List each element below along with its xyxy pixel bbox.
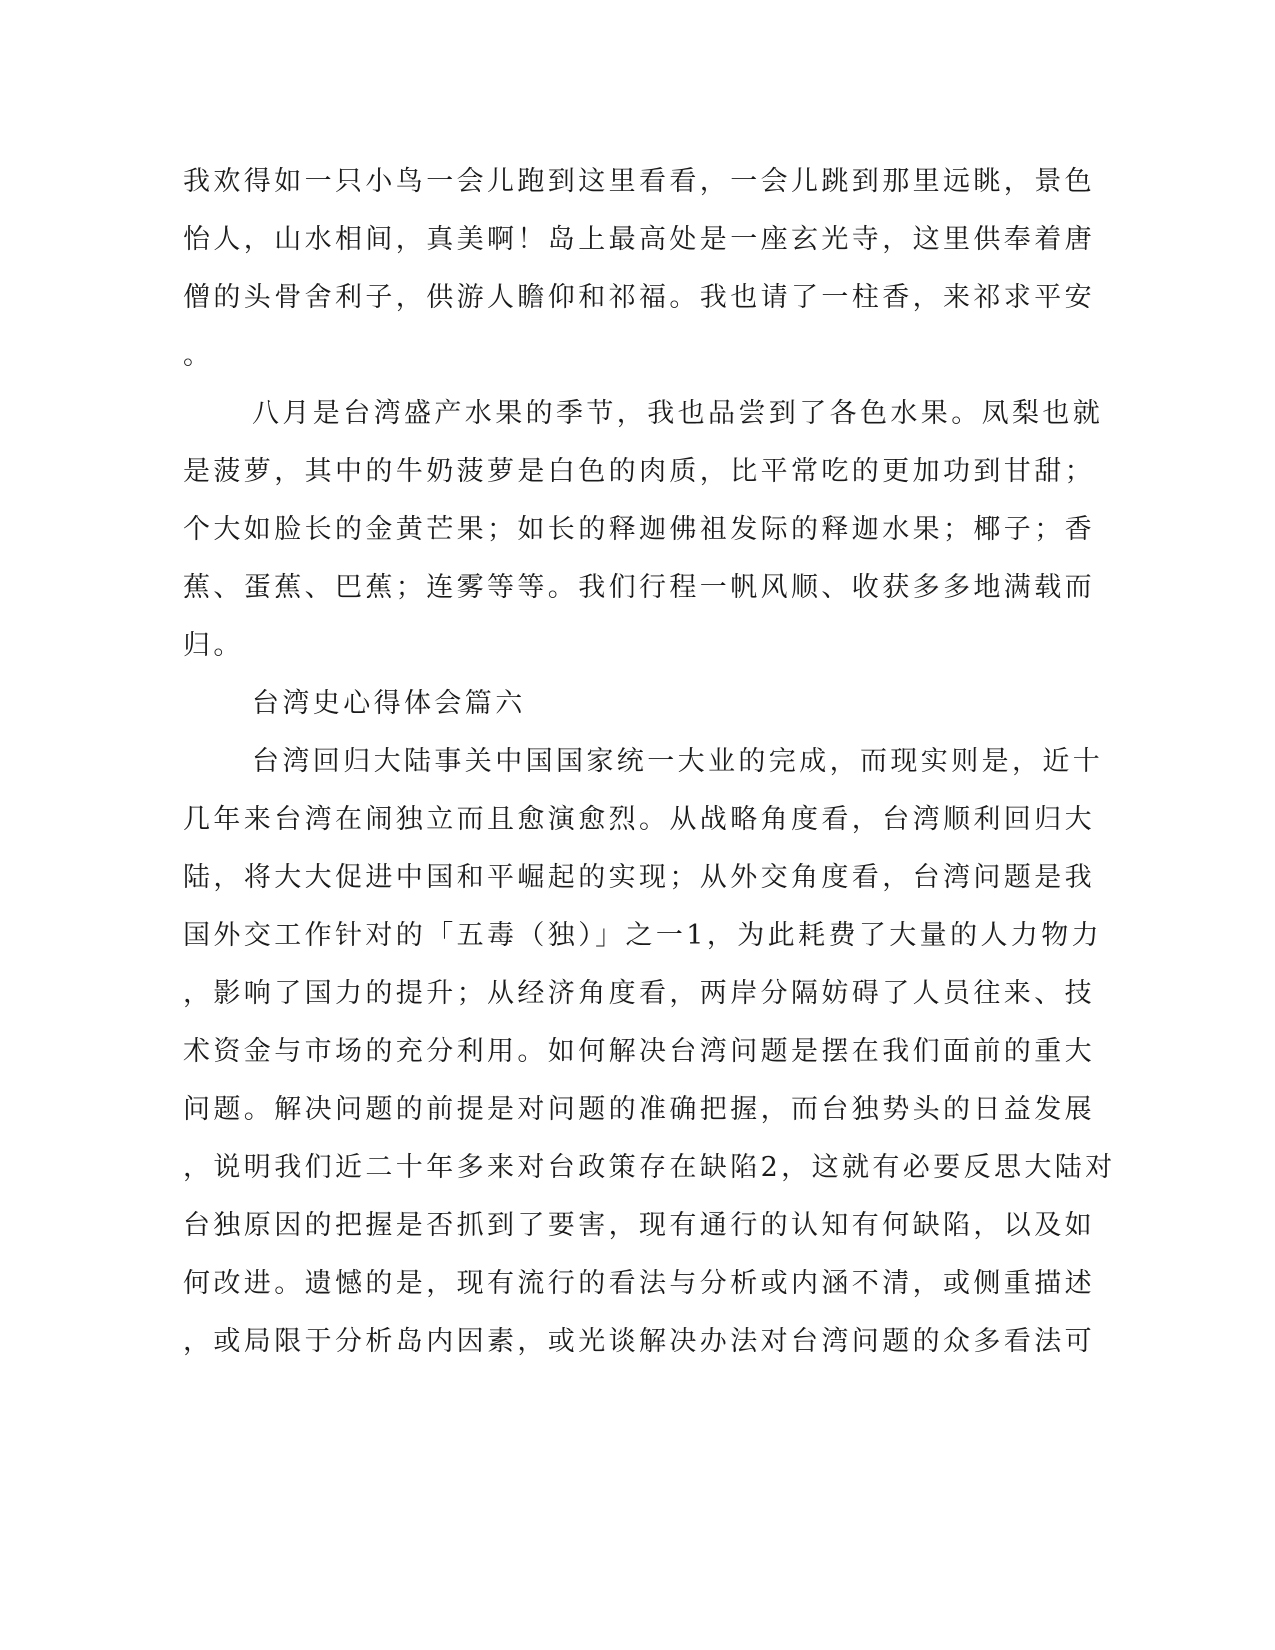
text-line: 。 [183, 340, 214, 371]
text-line: 僧的头骨舍利子，供游人瞻仰和祁福。我也请了一柱香，来祁求平安 [183, 282, 1095, 313]
text-line: 何改进。遗憾的是，现有流行的看法与分析或内涵不清，或侧重描述 [183, 1268, 1095, 1299]
text-line: 陆，将大大促进中国和平崛起的实现；从外交角度看，台湾问题是我 [183, 862, 1095, 893]
text-line: 是菠萝，其中的牛奶菠萝是白色的肉质，比平常吃的更加功到甘甜； [183, 456, 1095, 487]
text-line: 归。 [183, 630, 244, 661]
text-line: 国外交工作针对的「五毒（独）」之一1，为此耗费了大量的人力物力 [183, 920, 1103, 951]
text-line: 台独原因的把握是否抓到了要害，现有通行的认知有何缺陷，以及如 [183, 1210, 1095, 1241]
text-line: 我欢得如一只小鸟一会儿跑到这里看看，一会儿跳到那里远眺，景色 [183, 166, 1095, 197]
text-line: 术资金与市场的充分利用。如何解决台湾问题是摆在我们面前的重大 [183, 1036, 1095, 1067]
text-line: 几年来台湾在闹独立而且愈演愈烈。从战略角度看，台湾顺利回归大 [183, 804, 1095, 835]
text-line: ，或局限于分析岛内因素，或光谈解决办法对台湾问题的众多看法可 [183, 1326, 1095, 1357]
section-heading: 台湾史心得体会篇六 [252, 688, 526, 719]
text-line: ，影响了国力的提升；从经济角度看，两岸分隔妨碍了人员往来、技 [183, 978, 1095, 1009]
text-line: 蕉、蛋蕉、巴蕉；连雾等等。我们行程一帆风顺、收获多多地满载而 [183, 572, 1095, 603]
text-line: ，说明我们近二十年多来对台政策存在缺陷2，这就有必要反思大陆对 [183, 1152, 1116, 1183]
paragraph-first-line: 台湾回归大陆事关中国国家统一大业的完成，而现实则是，近十 [252, 746, 1104, 777]
text-line: 问题。解决问题的前提是对问题的准确把握，而台独势头的日益发展 [183, 1094, 1095, 1125]
text-line: 个大如脸长的金黄芒果；如长的释迦佛祖发际的释迦水果；椰子；香 [183, 514, 1095, 545]
paragraph-first-line: 八月是台湾盛产水果的季节，我也品尝到了各色水果。凤梨也就 [252, 398, 1104, 429]
text-line: 怡人，山水相间，真美啊！岛上最高处是一座玄光寺，这里供奉着唐 [183, 224, 1095, 255]
